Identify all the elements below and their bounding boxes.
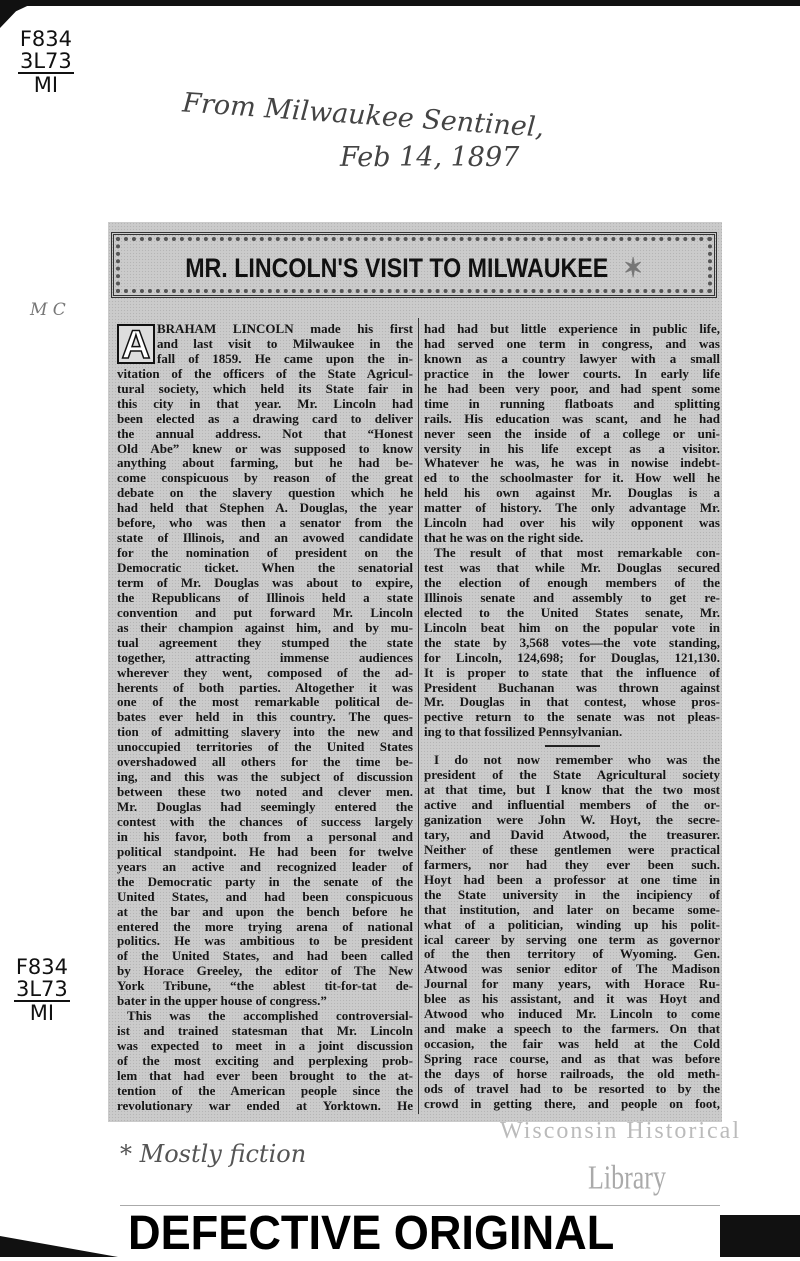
- left-column: [117, 322, 413, 1114]
- text-line: that he was on the right side.: [424, 531, 584, 546]
- text-line: active and influential members of the or-: [424, 798, 720, 813]
- text-line: together, attracting immense audiences: [117, 650, 413, 665]
- text-line: revolutionary war ended at Yorktown. He: [117, 1098, 413, 1113]
- text-line: ical career by serving one term as governor: [424, 932, 720, 947]
- text-line: occasion, the fair was held at the Cold: [424, 1037, 720, 1052]
- text-line: I do not now remember who was the: [434, 753, 720, 768]
- text-line: he had been very poor, and had spent some: [424, 381, 720, 396]
- text-line: for the nomination of president on the: [117, 546, 413, 561]
- text-line: the annual address. Not that “Honest: [117, 426, 413, 441]
- text-line: tention of the American people since the: [117, 1083, 413, 1098]
- scan-corner: [718, 1215, 800, 1257]
- text-line: The result of that most remarkable con-: [434, 546, 720, 561]
- text-line: of the United States, and had been called: [117, 949, 413, 964]
- drop-cap: A: [117, 324, 155, 364]
- text-line: come conspicuous by reason of the great: [117, 471, 413, 486]
- text-line: had had but little experience in public life,: [424, 322, 720, 336]
- text-line: that institution, and later on became some-: [424, 902, 720, 917]
- text-line: of the then territory of Wyoming. Gen.: [424, 947, 720, 962]
- banner-text: DEFECTIVE ORIGINAL: [128, 1207, 615, 1260]
- text-line: overshadowed all others for the time be-: [117, 755, 413, 770]
- text-line: one of the most remarkable political de-: [117, 695, 413, 710]
- text-line: years an active and recognized leader of: [117, 859, 413, 874]
- text-line: anything about farming, but he had be-: [117, 456, 413, 471]
- text-line: BRAHAM LINCOLN made his first: [157, 322, 413, 336]
- text-line: was expected to meet in a joint discussion: [117, 1039, 413, 1053]
- text-line: the Democratic party in the senate of the: [117, 874, 413, 889]
- text-line: This was the accomplished controversial-: [127, 1009, 413, 1024]
- text-line: the State university in the incipiency of: [424, 887, 720, 902]
- text-line: unoccupied territories of the United States: [117, 740, 413, 755]
- margin-initials: M C: [30, 300, 66, 320]
- source-note-line: From Milwaukee Sentinel,: [181, 87, 546, 144]
- text-line: between these two noted and clever men.: [117, 785, 413, 800]
- text-line: ods of travel had to be resorted to by the: [424, 1081, 720, 1096]
- text-line: ing to that fossilized Pennsylvanian.: [424, 725, 623, 740]
- text-line: test was that while Mr. Douglas secured: [424, 561, 720, 575]
- text-line: debate on the slavery question which he: [117, 486, 413, 501]
- text-line: Mr. Douglas in that contest, whose pros-: [424, 695, 720, 710]
- text-line: York Tribune, “the ablest tit-for-tat de-: [117, 979, 413, 994]
- scan-edge: [0, 0, 800, 6]
- text-line: political standpoint. He had been for twelve: [117, 844, 413, 859]
- text-line: this city in that year. Mr. Lincoln had: [117, 396, 413, 411]
- text-line: for Lincoln, 124,698; for Douglas, 121,130.: [424, 650, 720, 665]
- right-column: [424, 322, 720, 1112]
- footnote-mostly-fiction: * Mostly fiction: [120, 1140, 307, 1168]
- text-line: known as a country lawyer with a small: [424, 351, 720, 366]
- text-line: herents of both parties. Altogether it was: [117, 680, 413, 695]
- text-line: politics. He was ambitious to be president: [117, 934, 413, 949]
- text-line: at the bar and upon the bench before he: [117, 904, 413, 919]
- text-line: tary, and David Atwood, the treasurer.: [424, 827, 720, 842]
- text-line: state of Illinois, and an avowed candidate: [117, 531, 413, 546]
- text-line: held his own against Mr. Douglas is a: [424, 486, 720, 501]
- text-line: tion of admitting slavery into the new and: [117, 725, 413, 740]
- text-line: Atwood was senior editor of The Madison: [424, 962, 720, 977]
- text-line: Illinois senate and assembly to get re-: [424, 590, 720, 605]
- text-line: Atwood who induced Mr. Lincoln to come: [424, 1007, 720, 1022]
- text-line: entered the more trying arena of national: [117, 919, 413, 934]
- text-line: ganization were John W. Hoyt, the secre-: [424, 813, 720, 827]
- text-line: at that time, but I know that the two most: [424, 783, 720, 798]
- text-line: ed to the schoolmaster for it. How well he: [424, 471, 720, 486]
- text-line: what of a politician, winding up his polit-: [424, 917, 720, 932]
- text-line: had served one term in congress, and was: [424, 336, 720, 351]
- library-stamp-line2: Library: [588, 1158, 666, 1197]
- text-line: Journal for many years, with Horace Ru-: [424, 977, 720, 992]
- text-line: the election of enough members of the: [424, 575, 720, 590]
- call-number-top: [18, 28, 74, 96]
- text-line: United States, and had been conspicuous: [117, 889, 413, 904]
- text-line: Lincoln beat him on the popular vote in: [424, 620, 720, 635]
- text-line: It is proper to state that the influence of: [424, 665, 720, 680]
- headline-box: [111, 232, 717, 298]
- column-divider: [418, 318, 419, 1114]
- text-line: Neither of these gentlemen were practical: [424, 842, 720, 857]
- defective-original-banner: [120, 1205, 720, 1258]
- paragraph: [117, 1009, 413, 1114]
- text-line: before, who was then a senator from the: [117, 516, 413, 531]
- text-line: Whatever he was, he was in nowise indebt-: [424, 456, 720, 471]
- text-line: in his favor, both from a personal and: [117, 829, 413, 844]
- call-number-line: F834: [19, 27, 72, 51]
- text-line: elected to the United States senate, Mr.: [424, 605, 720, 620]
- call-number-line: 3L73: [16, 977, 68, 1001]
- text-line: bater in the upper house of congress.”: [117, 994, 327, 1009]
- text-line: tual agreement they stumped the state: [117, 635, 413, 650]
- text-line: the Republicans of Illinois held a state: [117, 590, 413, 605]
- text-line: pective return to the senate was not pleas-: [424, 710, 720, 725]
- text-line: ist and trained statesman that Mr. Lincoln: [117, 1024, 413, 1039]
- text-line: ing, and this was the subject of discussion: [117, 770, 413, 785]
- text-line: bates ever held in this country. The ques-: [117, 710, 413, 725]
- text-line: matter of history. The only advantage Mr.: [424, 501, 720, 516]
- text-line: Hoyt had been a professor at one time in: [424, 872, 720, 887]
- paragraph: [117, 322, 413, 1009]
- text-line: wherever they went, composed of the ad-: [117, 665, 413, 680]
- call-number-margin: [14, 956, 70, 1024]
- scan-corner: [0, 1222, 118, 1257]
- headline-text: MR. LINCOLN'S VISIT TO MILWAUKEE: [185, 253, 609, 283]
- headline: [156, 253, 672, 284]
- text-line: as their champion against him, and by mu-: [117, 620, 413, 635]
- text-line: time in running flatboats and splitting: [424, 396, 720, 411]
- paragraph: [424, 322, 720, 546]
- text-line: been elected as a drawing card to deliver: [117, 411, 413, 426]
- text-line: tural society, which held its State fair in: [117, 381, 413, 396]
- text-line: Democratic ticket. When the senatorial: [117, 561, 413, 575]
- text-line: farmers, nor had they ever been such.: [424, 857, 720, 872]
- text-line: Mr. Douglas had seemingly entered the: [117, 800, 413, 814]
- call-number-line: F834: [15, 955, 68, 979]
- text-line: Spring race course, and as that was before: [424, 1052, 720, 1066]
- text-line: had held that Stephen A. Douglas, the year: [117, 501, 413, 516]
- call-number-line: MI: [33, 73, 59, 97]
- text-line: fall of 1859. He came upon the in-: [157, 351, 413, 366]
- text-line: Old Abe” knew or was supposed to know: [117, 441, 413, 456]
- source-note-date: Feb 14, 1897: [340, 142, 520, 173]
- library-stamp-line1: Wisconsin Historical: [500, 1118, 741, 1144]
- text-line: versity in his life except as a visitor.: [424, 441, 720, 456]
- text-line: rails. His education was scant, and he had: [424, 411, 720, 426]
- text-line: lem that had ever been brought to the at-: [117, 1068, 413, 1083]
- text-line: the state by 3,568 votes—the vote standing,: [424, 635, 720, 650]
- text-line: and last visit to Milwaukee in the: [157, 336, 413, 351]
- paragraph: [424, 546, 720, 740]
- text-line: term of Mr. Douglas was about to expire,: [117, 575, 413, 590]
- text-line: by Horace Greeley, the editor of The New: [117, 964, 413, 979]
- text-line: and make a speech to the farmers. On that: [424, 1022, 720, 1037]
- text-line: vitation of the officers of the State Agricul-: [117, 366, 413, 381]
- text-line: president of the State Agricultural society: [424, 768, 720, 783]
- text-line: blee as his assistant, and it was Hoyt and: [424, 992, 720, 1007]
- call-number-line: MI: [29, 1001, 55, 1025]
- star-mark-icon: ✶: [623, 253, 643, 283]
- call-number-line: 3L73: [20, 49, 72, 73]
- text-line: of the most exciting and perplexing prob-: [117, 1053, 413, 1068]
- text-line: Lincoln had over his wily opponent was: [424, 516, 720, 531]
- text-line: the days of horse railroads, the old meth-: [424, 1066, 720, 1081]
- text-line: crowd in getting there, and people on foot,: [424, 1096, 720, 1111]
- paragraph: [424, 753, 720, 1112]
- text-line: practice in the lower courts. In early life: [424, 366, 720, 381]
- text-line: President Buchanan was thrown against: [424, 680, 720, 695]
- text-line: convention and put forward Mr. Lincoln: [117, 605, 413, 620]
- text-line: contest with the chances of success largely: [117, 814, 413, 829]
- section-rule: [545, 745, 600, 747]
- text-line: never seen the inside of a college or uni-: [424, 426, 720, 441]
